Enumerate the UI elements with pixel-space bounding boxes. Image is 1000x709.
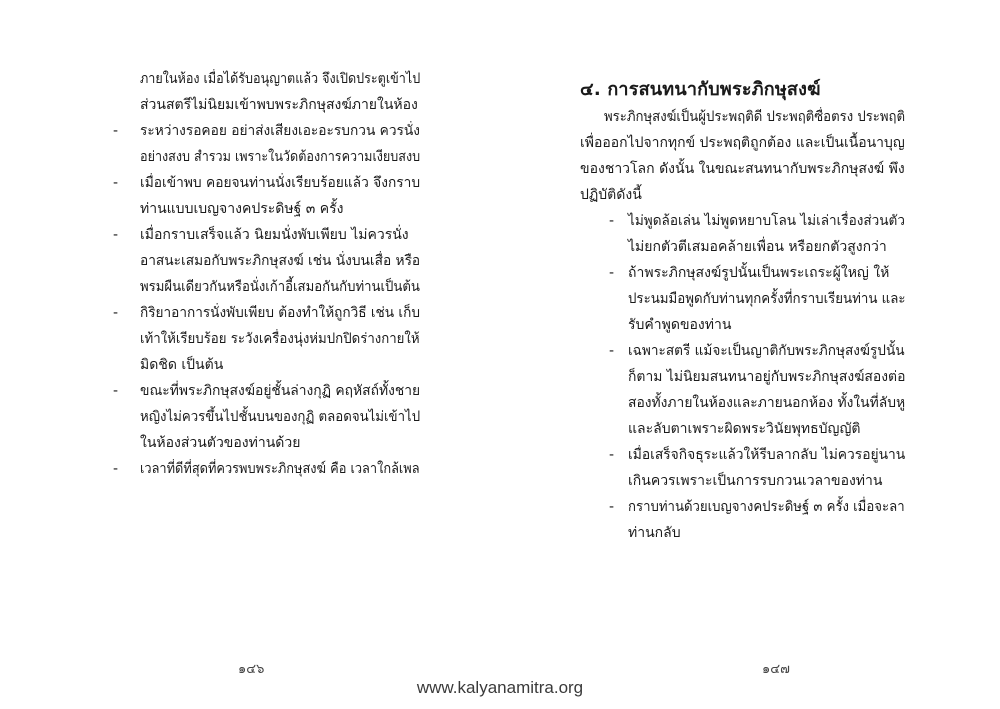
bullet-line: อย่างสงบ สำรวม เพราะในวัดต้องการความเงียบสงบ [140, 149, 421, 165]
bullet-line: ท่านกลับ [628, 525, 681, 541]
bullet-marker: - [113, 383, 119, 399]
bullet-marker: - [113, 123, 119, 139]
bullet-line: สองทั้งภายในห้องและภายนอกห้อง ทั้งในที่ลับหู [628, 395, 906, 411]
page-number: ๑๔๖ [238, 662, 265, 677]
paragraph-line: เพื่อออกไปจากทุกข์ ประพฤติถูกต้อง และเป็นเนื้อนาบุญ [580, 135, 905, 151]
bullet-line: กราบท่านด้วยเบญจางคประดิษฐ์ ๓ ครั้ง เมื่อจะลา [628, 499, 905, 515]
bullet-line: เมื่อกราบเสร็จแล้ว นิยมนั่งพับเพียบ ไม่ควรนั่ง [140, 227, 409, 243]
bullet-line: ถ้าพระภิกษุสงฆ์รูปนั้นเป็นพระเถระผู้ใหญ่ ให้ [628, 265, 890, 281]
bullet-line: เท้าให้เรียบร้อย ระวังเครื่องนุ่งห่มปกปิดร่างกายให้ [140, 331, 420, 347]
bullet-line: เฉพาะสตรี แม้จะเป็นญาติกับพระภิกษุสงฆ์รูปนั้น [628, 343, 905, 359]
footer-url[interactable]: www.kalyanamitra.org [416, 678, 584, 697]
bullet-line: เมื่อเข้าพบ คอยจนท่านนั่งเรียบร้อยแล้ว จึงกราบ [140, 175, 421, 191]
bullet-line: ก็ตาม ไม่นิยมสนทนาอยู่กับพระภิกษุสงฆ์สองต่อ [628, 369, 906, 385]
bullet-marker: - [113, 175, 119, 191]
bullet-marker: - [113, 227, 119, 243]
bullet-line: ประนมมือพูดกับท่านทุกครั้งที่กราบเรียนท่าน และ [628, 291, 906, 307]
bullet-marker: - [113, 305, 119, 321]
bullet-line: ในห้องส่วนตัวของท่านด้วย [140, 435, 301, 451]
bullet-line: ระหว่างรอคอย อย่าส่งเสียงเอะอะรบกวน ควรนั่ง [140, 123, 420, 139]
bullet-line: ขณะที่พระภิกษุสงฆ์อยู่ชั้นล่างกุฏิ คฤหัสถ์ทั้งชาย [140, 383, 421, 399]
intro-line: ภายในห้อง เมื่อได้รับอนุญาตแล้ว จึงเปิดประตูเข้าไป [140, 71, 421, 87]
bullet-marker: - [609, 213, 615, 229]
paragraph-line: พระภิกษุสงฆ์เป็นผู้ประพฤติดี ประพฤติซื่อตรง ประพฤติ [604, 109, 906, 125]
bullet-line: อาสนะเสมอกับพระภิกษุสงฆ์ เช่น นั่งบนเสื่อ หรือ [140, 253, 421, 269]
bullet-marker: - [609, 265, 615, 281]
bullet-line: เมื่อเสร็จกิจธุระแล้วให้รีบลากลับ ไม่ควรอยู่นาน [628, 447, 906, 463]
bullet-line: เกินควรเพราะเป็นการรบกวนเวลาของท่าน [628, 473, 883, 489]
bullet-line: ไม่ยกตัวตีเสมอคล้ายเพื่อน หรือยกตัวสูงกว่า [628, 239, 887, 255]
right-page [500, 0, 1000, 709]
bullet-line: และลับตาเพราะผิดพระวินัยพุทธบัญญัติ [628, 421, 861, 437]
page-number: ๑๔๗ [762, 662, 790, 677]
bullet-marker: - [113, 461, 119, 477]
bullet-line: หญิงไม่ควรขึ้นไปชั้นบนของกุฏิ ตลอดจนไม่เข้าไป [140, 409, 421, 425]
intro-line: ส่วนสตรีไม่นิยมเข้าพบพระภิกษุสงฆ์ภายในห้อง [140, 97, 418, 113]
section-heading: ๔. การสนทนากับพระภิกษุสงฆ์ [580, 79, 821, 100]
bullet-line: เวลาที่ดีที่สุดที่ควรพบพระภิกษุสงฆ์ คือ เวลาใกล้เพล [140, 461, 420, 477]
paragraph-line: ของชาวโลก ดังนั้น ในขณะสนทนากับพระภิกษุสงฆ์ พึง [580, 161, 905, 177]
bullet-marker: - [609, 499, 615, 515]
bullet-line: พรมผืนเดียวกันหรือนั่งเก้าอี้เสมอกันกับท่านเป็นต้น [140, 279, 420, 295]
bullet-line: รับคำพูดของท่าน [628, 317, 732, 333]
paragraph-line: ปฏิบัติดังนี้ [580, 187, 642, 203]
bullet-marker: - [609, 447, 615, 463]
bullet-line: ไม่พูดล้อเล่น ไม่พูดหยาบโลน ไม่เล่าเรื่องส่วนตัว [628, 213, 905, 229]
bullet-line: กิริยาอาการนั่งพับเพียบ ต้องทำให้ถูกวิธี เช่น เก็บ [140, 305, 420, 321]
bullet-line: มิดชิด เป็นต้น [140, 357, 224, 373]
bullet-line: ท่านแบบเบญจางคประดิษฐ์ ๓ ครั้ง [140, 201, 344, 217]
bullet-marker: - [609, 343, 615, 359]
